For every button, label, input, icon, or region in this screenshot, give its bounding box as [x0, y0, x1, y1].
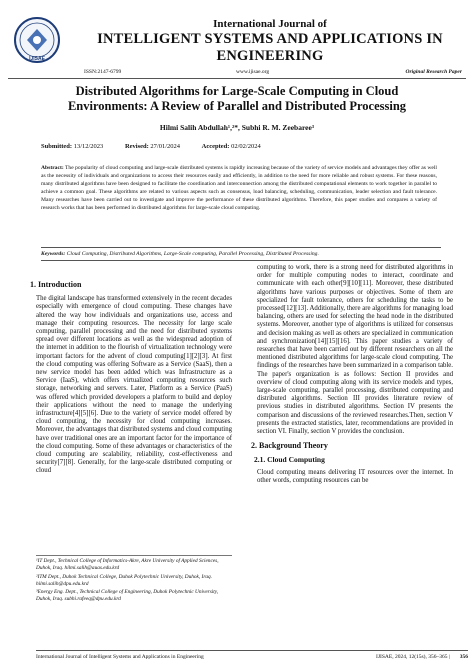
footnote-affiliation-3: ³Energy Eng. Dept., Technical College of Engineering, Duhok Polytechnic University, Duhok, Iraq. subhi.rafeeq@dpu.edu.krd: [36, 589, 219, 603]
footnotes: [36, 558, 232, 605]
journal-website-link[interactable]: www.ijisae.org: [236, 69, 270, 75]
revised-date: 27/01/2024: [150, 143, 181, 150]
header-divider: [8, 78, 466, 79]
journal-logo: [13, 16, 61, 64]
paper-title-line2: Environments: A Review of Parallel and Distributed Processing: [67, 99, 407, 113]
intro-paragraph-continued: computing to work, there is a strong need for distributed algorithms in order for multiple computing nodes to interact, coordinate and communicate with each other[9][10][11]. Moreover, these distributed algorithms have various purposes or objectives. Some of them are specialized for fault tolerance, others for scheduling the tasks to be processed[12][13]. Additionally, there are algorithms for managing load balancing, others are used for selecting the head node in the distributed systems. Moreover, another type of algorithms is utilized for consensus and decision making as well as others are specialized in communication and synchronization[14][15][16]. This paper studies a variety of researches that have been carried out by different researchers on all the mentioned distributed algorithms for large-scale cloud computing. The findings of the researches have been summarized in a comparison table. The paper's organization is as follows: Section II provides and overview of cloud computing along with its service models and types, large-scale computing, parallel processing, distributed computing and distributed algorithms. Section III provides literature review of previous studies in distributed algorithms. Section IV presents the comparison and discussions of the reviewed researches.Then, section V presents the extracted statistics, later, recommendations are provided in section VI. Finally, section V provides the conclusion.: [257, 264, 453, 436]
section-heading-introduction: 1. Introduction: [30, 280, 82, 289]
journal-header: [70, 18, 470, 64]
submitted-label: Submitted:: [41, 143, 73, 150]
footer-divider: [36, 650, 468, 651]
footer-citation: IJISAE, 2024, 12(15s), 356–365 |: [376, 654, 450, 660]
keywords-label: Keywords:: [41, 251, 66, 257]
accepted-label: Accepted:: [201, 143, 230, 150]
submitted-date: 13/12/2023: [73, 143, 104, 150]
journal-small-title: International Journal of: [213, 18, 327, 30]
paper-authors: Hilmi Salih Abdullah¹,²*, Subhi R. M. Zeebaree³: [159, 123, 315, 132]
abstract-label: Abstract:: [41, 165, 64, 171]
abstract: [41, 164, 437, 213]
paper-title: [20, 84, 454, 114]
journal-title-line1: INTELLIGENT SYSTEMS AND APPLICATIONS IN: [97, 31, 443, 47]
paper-dates: [41, 143, 281, 150]
left-column: [30, 280, 232, 476]
footnote-affiliation-1: ¹IT Dept., Technical College of Informatics-Akre, Akre University of Applied Sciences, Duhok, Iraq. hilmi.salih@auas.edu.krd: [36, 558, 219, 572]
journal-title-line2: ENGINEERING: [216, 48, 324, 64]
subsection-heading-cloud-computing: 2.1. Cloud Computing: [254, 455, 325, 465]
abstract-divider-top: [41, 247, 441, 248]
intro-paragraph: The digital landscape has transformed extensively in the recent decades especially with emergence of cloud computing. These changes have altered the way how individuals and organizations use, access and manage their computing resources. The necessity for large scale computing, parallel processing and the need for distributed systems spread over different locations as well as the widespread adoption of the internet in addition to the flourish of virtualization technology were important factors for the advent of cloud computing[1][2][3]. At first the cloud computing was offering Software as a Service (SaaS), then a new service model has been added which was Infrastructure as a Service (IaaS), which offers virtualized computing resources such storage, networking and servers. Later, Platform as a Service (PaaS) was offered which provided developers a platform to build and deploy their applications without the need to manage the underlying infrastructure[4][5][6]. Due to the variety of service model offered by cloud computing, the necessity for cloud computing increases. Moreover, the advantages that distributed systems and cloud computing have over traditional ones are an important factor for the importance of the cloud computing. Some of these advantages or characteristics of the cloud computing are scalability, reliability, cost-effectiveness and security[7][8]. Generally, for the large-scale distributed computing or cloud: [36, 295, 232, 475]
keywords: [41, 251, 441, 257]
footer-journal-name: International Journal of Intelligent Systems and Applications in Engineering: [36, 654, 204, 660]
cloud-computing-paragraph: Cloud computing means delivering IT resources over the internet. In other words, computing resources can be: [257, 468, 453, 484]
abstract-divider-bottom: [41, 260, 441, 261]
footnote-affiliation-2: ²ITM Dept., Duhok Technical College, Duhok Polytechnic University, Duhok, Iraq. hilmi.salih@dpu.edu.krd: [36, 573, 213, 587]
issn: ISSN:2147-6799: [84, 69, 122, 75]
accepted-date: 02/02/2024: [231, 143, 261, 150]
paper-type: Original Research Paper: [405, 69, 462, 75]
section-heading-background: 2. Background Theory: [251, 441, 328, 451]
footnote-divider: [36, 555, 232, 556]
page-number: 356: [459, 654, 468, 660]
revised-label: Revised:: [124, 143, 149, 150]
logo-text: IJISAE: [29, 56, 45, 62]
paper-title-line1: Distributed Algorithms for Large-Scale Computing in Cloud: [75, 84, 399, 98]
keywords-text: Cloud Computing, Distributed Algorithms, Large-Scale computing, Parallel Processing, Distributed Processing.: [66, 251, 319, 257]
abstract-text: The popularity of cloud computing and large-scale distributed systems is rapidly increasing because of the variety of service models and advantages they offer as well as the necessity of individuals and organizations to access their resources easily and efficiently, in addition to the need for more reliable and robust systems. For these reasons, many distributed algorithms have been designed to facilitate the coordination and interconnection among the distributed computational elements to work together in parallel to achieve a common goal. These algorithms are related to various aspects such as consensus, load balancing, scheduling, communication, leader selection and fault tolerance. Many researches have been carried out to investigate and improve the performance of these distributed algorithms. Therefore, this paper studies and compares a variety of research works that has been performed in distributed algorithms for large-scale cloud computing.: [41, 165, 437, 212]
right-column: [251, 264, 453, 485]
